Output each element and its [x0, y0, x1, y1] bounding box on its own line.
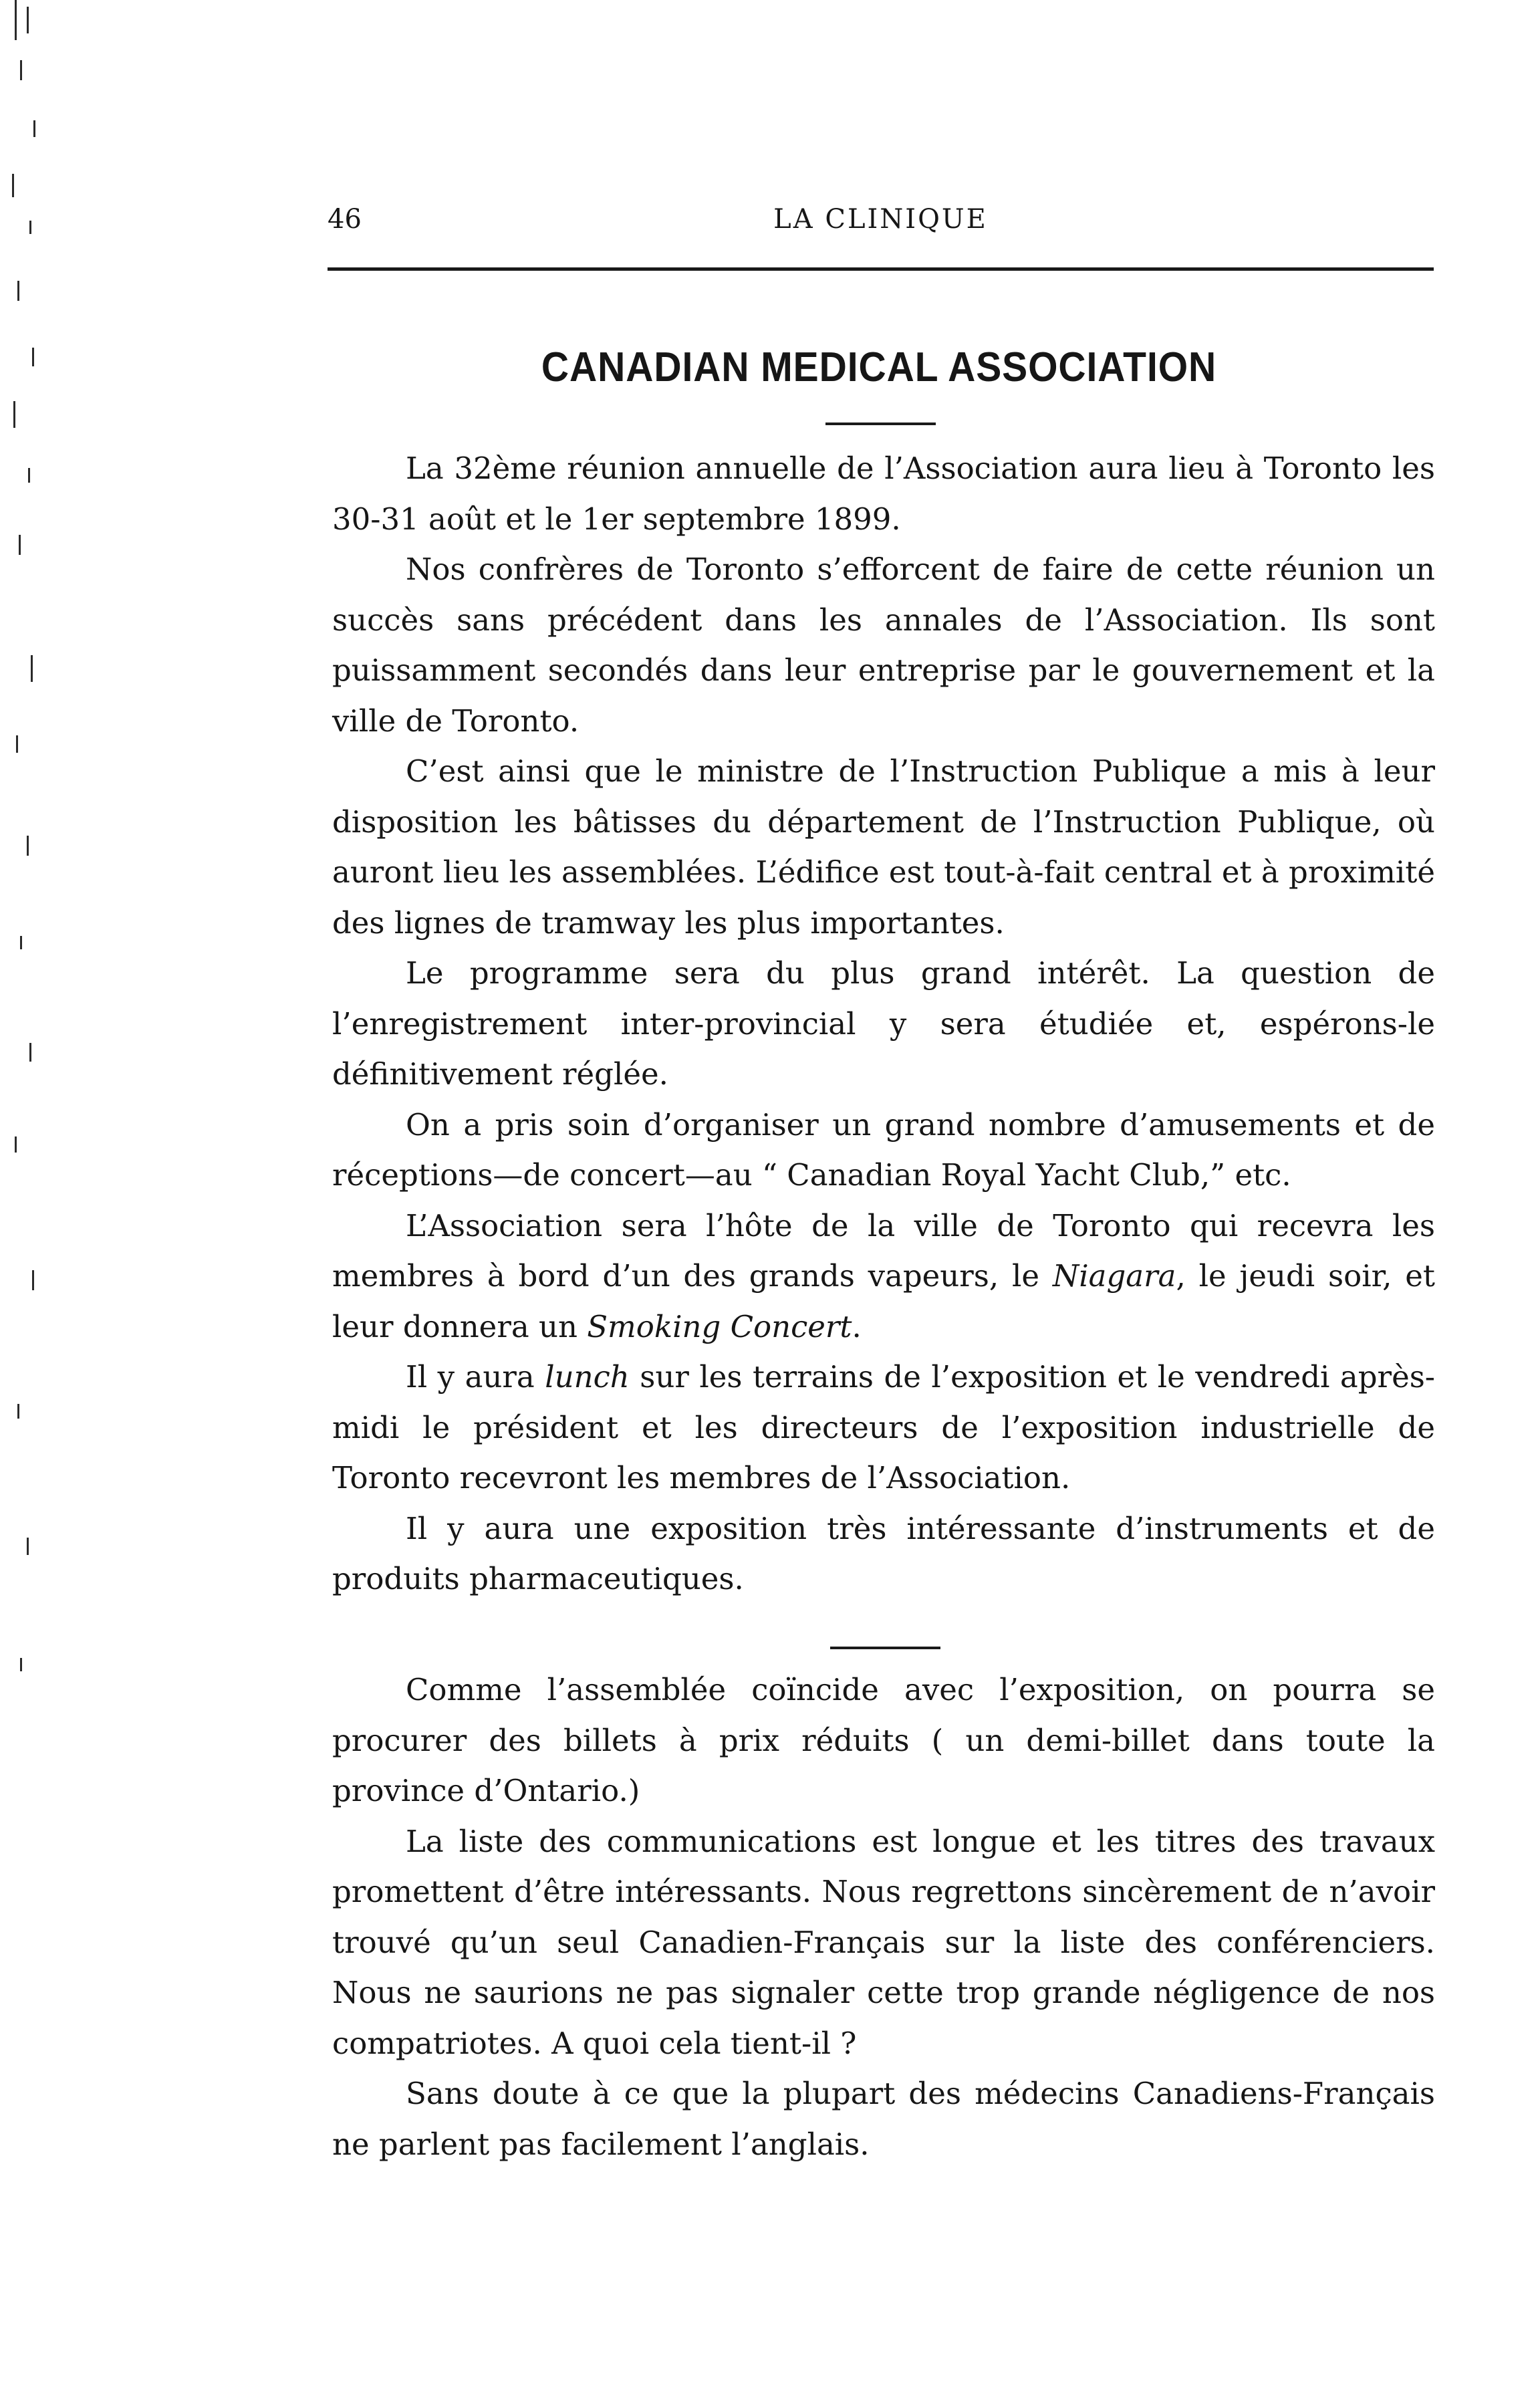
text-run: sur les terrains de l’exposition et le vendredi après-midi le président et les directeurs de l’exposition industrielle de Toronto recevront les membres de l’Association.	[332, 1359, 1435, 1495]
paragraph: C’est ainsi que le ministre de l’Instruction Publique a mis à leur disposition les bâtisses du département de l’Instruction Publique, où auront lieu les assemblées. L’édifice est tout-à-fait central et à proximité des lignes de tramway les plus importantes.	[332, 753, 1435, 941]
article-body-section-b	[332, 1665, 1435, 2169]
paragraph: Le programme sera du plus grand intérêt. La question de l’enregistrement inter-provincial y sera étudiée et, espérons-le définitivement réglée.	[332, 955, 1435, 1092]
italic-word: lunch	[545, 1359, 630, 1395]
page-number: 46	[328, 204, 362, 235]
article-body-section-a	[332, 443, 1435, 1604]
paragraph: La 32ème réunion annuelle de l’Association aura lieu à Toronto les 30-31 août et le 1er septembre 1899.	[332, 451, 1435, 537]
paragraph: Nos confrères de Toronto s’efforcent de faire de cette réunion un succès sans précédent dans les annales de l’Association. Ils sont puissamment secondés dans leur entreprise par le gouvernement et la ville de Toronto.	[332, 552, 1435, 739]
italic-event-name: Smoking Concert	[587, 1308, 852, 1344]
text-run: Il y aura	[406, 1359, 545, 1395]
paragraph: La liste des communications est longue et les titres des travaux promettent d’être intéressants. Nous regrettons sincèrement de n’avoir trouvé qu’un seul Canadien-Français sur la liste des conférenciers. Nous ne saurions ne pas signaler cette trop grande négligence de nos compatriotes. A quoi cela tient-il ?	[332, 1823, 1435, 2061]
text-run: .	[852, 1308, 862, 1344]
paragraph: Sans doute à ce que la plupart des médecins Canadiens-Français ne parlent pas facilement l’anglais.	[332, 2076, 1435, 2162]
paragraph: Comme l’assemblée coïncide avec l’exposition, on pourra se procurer des billets à prix réduits ( un demi-billet dans toute la province d’Ontario.)	[332, 1672, 1435, 1808]
header-rule	[328, 267, 1434, 271]
text-run: L’Association sera l’hôte de la ville de Toronto qui recevra les membres à bord d’un des grands vapeurs, le	[332, 1207, 1435, 1294]
running-head	[328, 201, 1434, 238]
paragraph: On a pris soin d’organiser un grand nombre d’amusements et de réceptions—de concert—au “ Canadian Royal Yacht Club,” etc.	[332, 1106, 1435, 1193]
article-title: CANADIAN MEDICAL ASSOCIATION	[541, 344, 1217, 390]
section-divider	[830, 1647, 940, 1649]
paragraph	[332, 1201, 1435, 1352]
title-divider	[825, 423, 936, 425]
text-run: , le jeudi soir, et leur donnera un	[332, 1258, 1435, 1344]
scan-margin-speckle	[0, 0, 60, 2402]
paragraph: Il y aura une exposition très intéressante d’instruments et de produits pharmaceutiques.	[332, 1510, 1435, 1596]
journal-title: LA CLINIQUE	[773, 204, 988, 235]
italic-ship-name: Niagara	[1052, 1258, 1176, 1294]
paragraph	[332, 1352, 1435, 1504]
